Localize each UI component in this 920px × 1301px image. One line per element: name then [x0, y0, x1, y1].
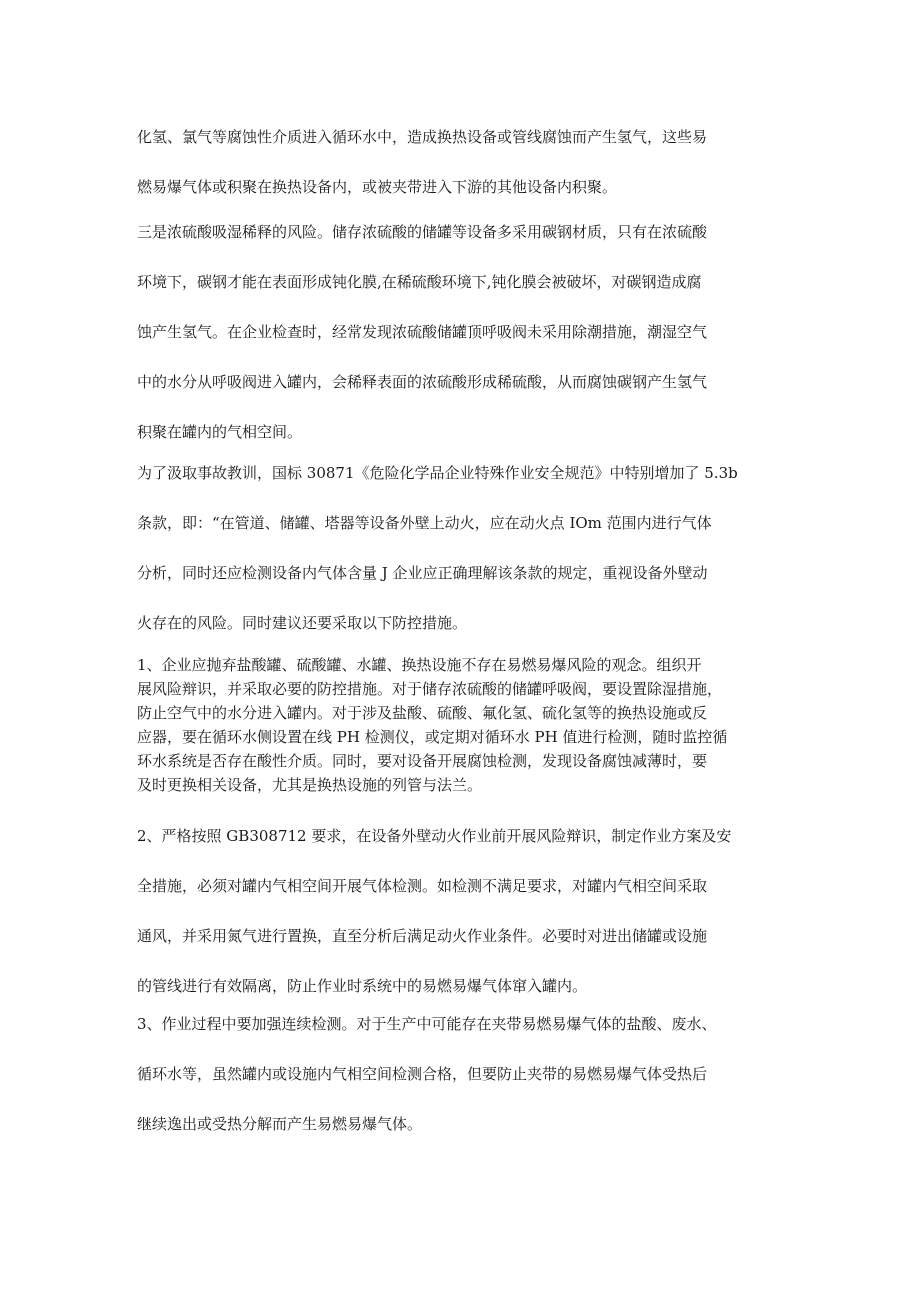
text-line: 防止空气中的水分进入罐内。对于涉及盐酸、硫酸、氟化氢、硫化氢等的换热设施或反	[137, 704, 708, 722]
text-line: 展风险辩识，并采取必要的防控措施。对于储存浓硫酸的储罐呼吸阀，要设置除湿措施，	[137, 680, 723, 698]
text-line: 蚀产生氢气。在企业检查时，经常发现浓硫酸储罐顶呼吸阀未采用除潮措施，潮湿空气	[137, 323, 708, 341]
text-line: 分析，同时还应检测设备内气体含量 J 企业应正确理解该条款的规定，重视设备外壁动	[137, 564, 708, 582]
text-line: 环境下，碳钢才能在表面形成钝化膜,在稀硫酸环境下,钝化膜会被破坏，对碳钢造成腐	[137, 273, 702, 291]
paragraph-measure-1	[137, 653, 797, 797]
text-line: 火存在的风险。同时建议还要采取以下防控措施。	[137, 614, 468, 632]
text-line: 2、严格按照 GB308712 要求，在设备外壁动火作业前开展风险辩识，制定作业方案及安	[137, 827, 732, 845]
text-line: 燃易爆气体或积聚在换热设备内，或被夹带进入下游的其他设备内积聚。	[137, 178, 618, 196]
text-line: 积聚在罐内的气相空间。	[137, 423, 303, 441]
text-line: 继续逸出或受热分解而产生易燃易爆气体。	[137, 1115, 423, 1133]
text-line: 三是浓硫酸吸湿稀释的风险。储存浓硫酸的储罐等设备多采用碳钢材质，只有在浓硫酸	[137, 223, 708, 241]
paragraph-sulfuric-acid-risk	[137, 207, 797, 457]
text-line: 应器，要在循环水侧设置在线 PH 检测仪，或定期对循环水 PH 值进行检测，随时监控循	[137, 728, 728, 746]
text-line: 通风，并采用氮气进行置换，直至分析后满足动火作业条件。必要时对进出储罐或设施	[137, 927, 708, 945]
text-line: 化氢、氯气等腐蚀性介质进入循环水中，造成换热设备或管线腐蚀而产生氢气，这些易	[137, 128, 708, 146]
text-line: 全措施，必须对罐内气相空间开展气体检测。如检测不满足要求，对罐内气相空间采取	[137, 877, 708, 895]
text-line: 的管线进行有效隔离，防止作业时系统中的易燃易爆气体窜入罐内。	[137, 977, 588, 995]
paragraph-continuation	[137, 112, 797, 212]
paragraph-national-standard	[137, 448, 797, 648]
text-line: 及时更换相关设备，尤其是换热设施的列管与法兰。	[137, 776, 483, 794]
text-line: 环水系统是否存在酸性介质。同时，要对设备开展腐蚀检测，发现设备腐蚀减薄时，要	[137, 752, 708, 770]
paragraph-measure-3	[137, 999, 797, 1149]
text-line: 循环水等，虽然罐内或设施内气相空间检测合格，但要防止夹带的易燃易爆气体受热后	[137, 1065, 708, 1083]
paragraph-measure-2	[137, 811, 797, 1011]
text-line: 为了汲取事故教训，国标 30871《危险化学品企业特殊作业安全规范》中特别增加了 5.3b	[137, 464, 738, 482]
text-line: 中的水分从呼吸阀进入罐内，会稀释表面的浓硫酸形成稀硫酸，从而腐蚀碳钢产生氢气	[137, 373, 708, 391]
text-line: 1、企业应抛弃盐酸罐、硫酸罐、水罐、换热设施不存在易燃易爆风险的观念。组织开	[137, 656, 702, 674]
text-line: 3、作业过程中要加强连续检测。对于生产中可能存在夹带易燃易爆气体的盐酸、废水、	[137, 1015, 717, 1033]
text-line: 条款，即：“在管道、储罐、塔器等设备外壁上动火，应在动火点 IOm 范围内进行气体	[137, 514, 712, 532]
